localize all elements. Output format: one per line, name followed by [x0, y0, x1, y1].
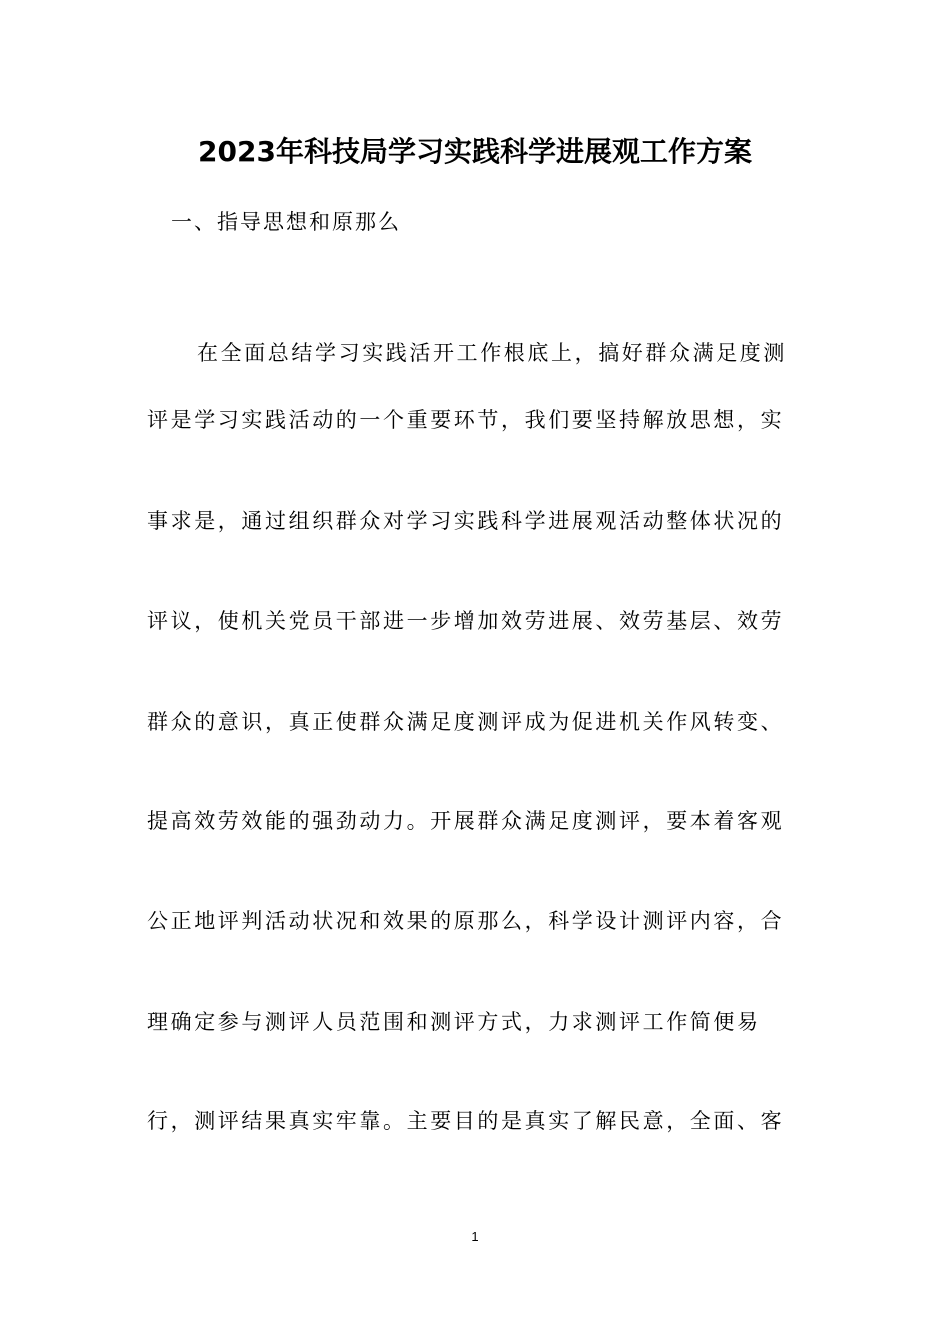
paragraph-line: 群众的意识，真正使群众满足度测评成为促进机关作风转变、	[147, 710, 785, 734]
paragraph-line: 理确定参与测评人员范围和测评方式，力求测评工作简便易	[147, 1010, 761, 1034]
paragraph-line: 公正地评判活动状况和效果的原那么，科学设计测评内容，合	[147, 909, 785, 933]
paragraph-line: 事求是，通过组织群众对学习实践科学进展观活动整体状况的	[147, 509, 785, 533]
paragraph-line: 在全面总结学习实践活开工作根底上，搞好群众满足度测	[197, 341, 787, 365]
paragraph-line: 评是学习实践活动的一个重要环节，我们要坚持解放思想，实	[147, 408, 785, 432]
section-heading: 一、指导思想和原那么	[171, 210, 401, 234]
document-title: 2023年科技局学习实践科学进展观工作方案	[198, 135, 752, 168]
paragraph-line: 提高效劳效能的强劲动力。开展群众满足度测评，要本着客观	[147, 809, 785, 833]
page-number: 1	[471, 1229, 479, 1244]
paragraph-line: 评议，使机关党员干部进一步增加效劳进展、效劳基层、效劳	[147, 609, 785, 633]
paragraph-line: 行，测评结果真实牢靠。主要目的是真实了解民意，全面、客	[147, 1109, 785, 1133]
